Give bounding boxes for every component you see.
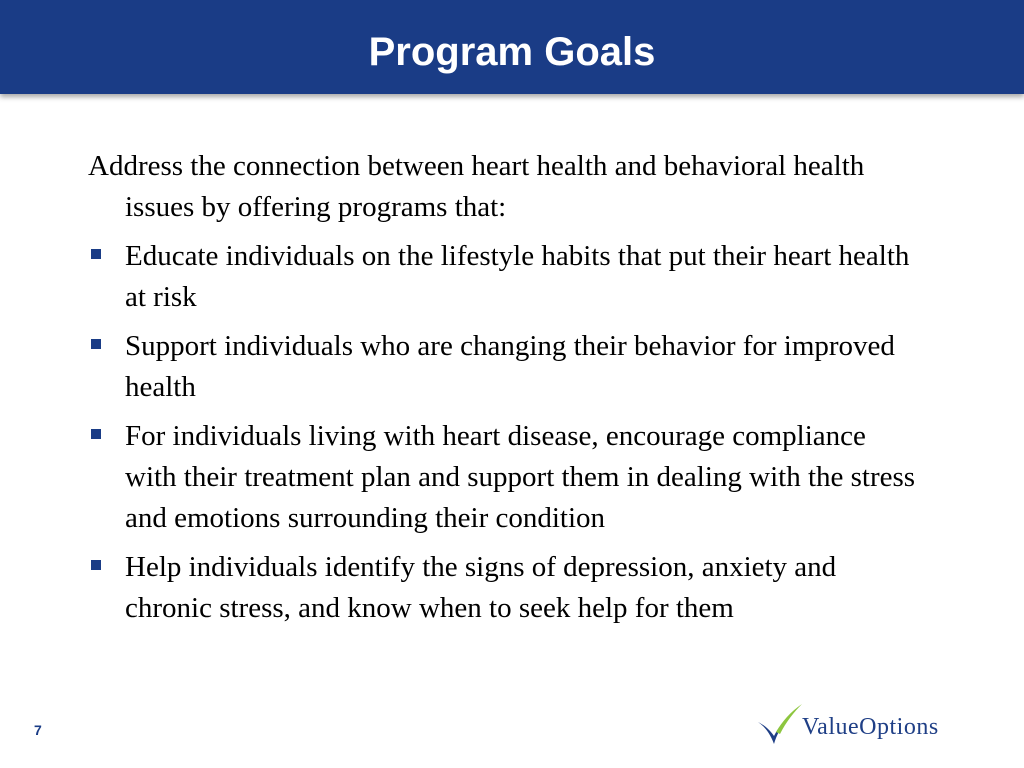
page-title: Program Goals: [368, 30, 656, 74]
list-item-text: Help individuals identify the signs of depression, anxiety and chronic stress, and know when to seek help for them: [125, 551, 837, 624]
list-item: [88, 547, 918, 629]
list-item: [88, 236, 918, 318]
page-number: 7: [34, 722, 42, 738]
square-bullet-icon: [91, 560, 101, 570]
logo-wordmark: ValueOptions: [802, 714, 939, 740]
slide-body: [88, 146, 918, 637]
goals-list: [88, 236, 918, 629]
list-item-text: Educate individuals on the lifestyle habits that put their heart health at risk: [125, 240, 910, 313]
checkmark-swoosh-icon: [752, 700, 804, 752]
square-bullet-icon: [91, 249, 101, 259]
intro-paragraph: Address the connection between heart health and behavioral health issues by offering programs that:: [88, 150, 865, 223]
list-item: [88, 416, 918, 539]
title-banner: [0, 0, 1024, 94]
square-bullet-icon: [91, 339, 101, 349]
list-item-text: For individuals living with heart disease, encourage compliance with their treatment plan and support them in dealing with the stress and emotions surrounding their condition: [125, 420, 916, 534]
valueoptions-logo: [752, 700, 1002, 752]
square-bullet-icon: [91, 429, 101, 439]
list-item-text: Support individuals who are changing their behavior for improved health: [125, 330, 895, 403]
list-item: [88, 326, 918, 408]
